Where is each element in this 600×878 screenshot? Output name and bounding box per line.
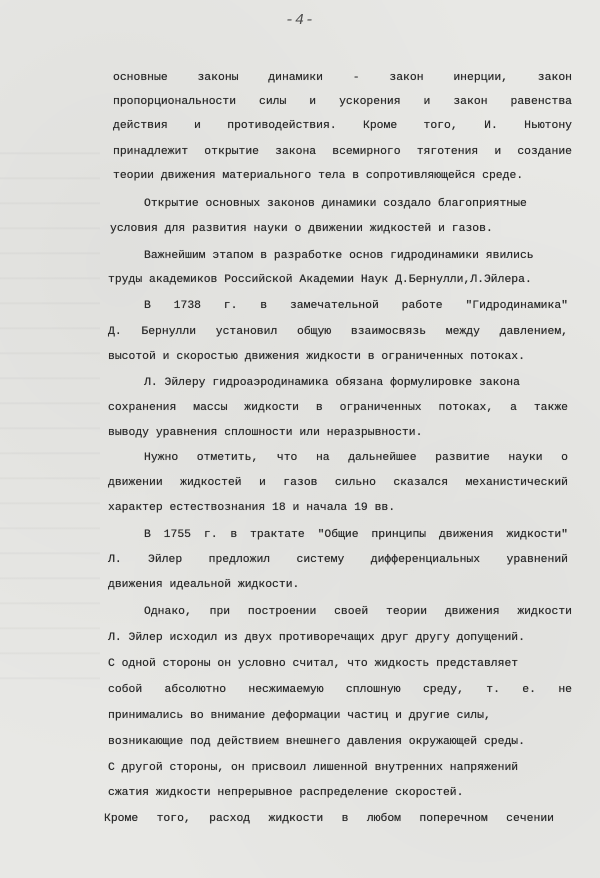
page-number: -4-: [284, 12, 315, 29]
text-line-6: Открытие основных законов динамики создало благоприятные: [144, 198, 527, 210]
scan-shading: [0, 130, 100, 690]
text-line-2: пропорциональности силы и ускорения и закон равенства: [113, 96, 572, 108]
text-line-5: теории движения материального тела в сопротивляющейся среде.: [113, 170, 524, 182]
text-line-25: собой абсолютно несжимаемую сплошную среду, т. е. не: [108, 684, 572, 696]
text-line-13: Л. Эйлеру гидроаэродинамика обязана формулировке закона: [144, 377, 520, 389]
text-line-18: характер естествознания 18 и начала 19 вв.: [108, 502, 396, 514]
text-line-27: возникающие под действием внешнего давления окружающей среды.: [108, 736, 525, 748]
text-line-20: Л. Эйлер предложил систему дифференциальных уравнений: [108, 554, 568, 566]
text-line-10: В 1738 г. в замечательной работе "Гидродинамика": [144, 300, 568, 312]
text-line-17: движении жидкостей и газов сильно сказался механистический: [108, 477, 568, 489]
text-line-22: Однако, при построении своей теории движения жидкости: [144, 606, 572, 618]
text-line-12: высотой и скоростью движения жидкости в ограниченных потоках.: [108, 351, 525, 363]
text-line-16: Нужно отметить, что на дальнейшее развитие науки о: [144, 452, 568, 464]
text-line-14: сохранения массы жидкости в ограниченных потоках, а также: [108, 402, 568, 414]
text-line-1: основные законы динамики - закон инерции, закон: [113, 72, 572, 84]
text-line-9: труды академиков Российской Академии Наук Д.Бернулли,Л.Эйлера.: [108, 274, 532, 286]
text-line-29: сжатия жидкости непрерывное распределение скоростей.: [108, 787, 464, 799]
text-line-4: принадлежит открытие закона всемирного тяготения и создание: [113, 146, 572, 158]
text-line-26: принимались во внимание деформации частиц и другие силы,: [108, 710, 491, 722]
text-line-21: движения идеальной жидкости.: [108, 579, 300, 591]
text-line-8: Важнейшим этапом в разработке основ гидродинамики явились: [144, 250, 534, 262]
text-line-23: Л. Эйлер исходил из двух противоречащих друг другу допущений.: [108, 632, 525, 644]
text-line-7: условия для развития науки о движении жидкостей и газов.: [110, 223, 493, 235]
text-line-3: действия и противодействия. Кроме того, И. Ньютону: [113, 120, 572, 132]
text-line-28: С другой стороны, он присвоил лишенной внутренних напряжений: [108, 762, 519, 774]
text-line-11: Д. Бернулли установил общую взаимосвязь между давлением,: [108, 326, 568, 338]
text-line-19: В 1755 г. в трактате "Общие принципы движения жидкости": [144, 529, 568, 541]
text-line-30: Кроме того, расход жидкости в любом поперечном сечении: [104, 813, 554, 825]
text-line-15: выводу уравнения сплошности или неразрывности.: [108, 427, 423, 439]
text-line-24: С одной стороны он условно считал, что жидкость представляет: [108, 658, 519, 670]
